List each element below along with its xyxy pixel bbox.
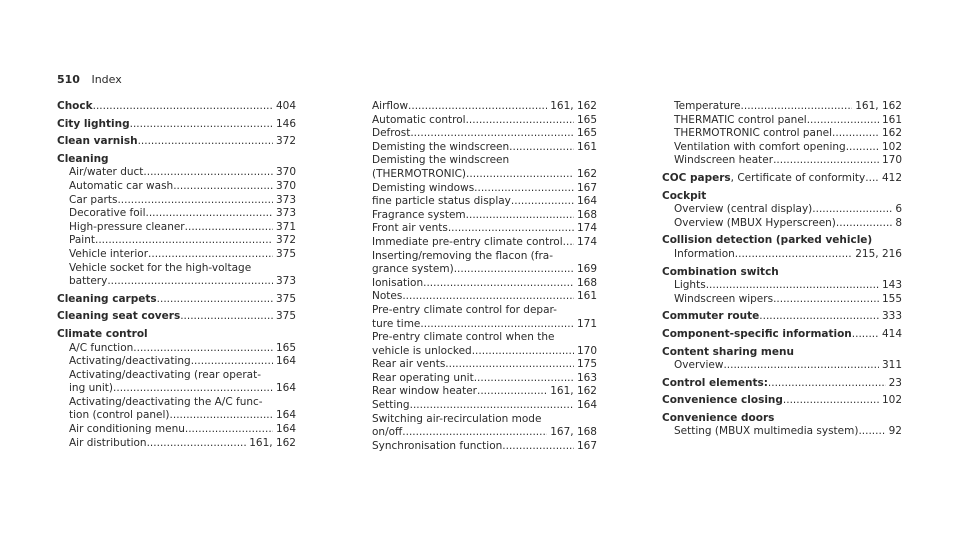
- page-ref[interactable]: 167: [576, 439, 597, 452]
- entry-row: [360, 318, 597, 332]
- entry-label: A/C function: [69, 341, 134, 354]
- page-ref[interactable]: 164: [576, 195, 597, 208]
- entry-heading: Cockpit: [662, 189, 707, 202]
- entry-row: [360, 345, 597, 359]
- entry-row: [57, 355, 296, 369]
- entry-row: [662, 377, 902, 391]
- index-entry: [57, 310, 296, 324]
- entry-label: Control elements:: [662, 376, 768, 389]
- page-ref[interactable]: 404: [275, 100, 296, 112]
- entry-label: tion (control panel): [69, 409, 170, 422]
- entry-row: [360, 195, 597, 209]
- entry-row: [360, 100, 597, 114]
- dot-leader: [147, 437, 247, 451]
- entry-label: Automatic car wash: [69, 179, 174, 192]
- entry-row: [360, 182, 597, 196]
- dot-leader: [773, 293, 879, 307]
- entry-label: Air distribution: [69, 436, 147, 449]
- entry-label: Commuter route: [662, 310, 760, 323]
- page-ref[interactable]: 375: [275, 310, 296, 323]
- entry-label: Airflow: [372, 100, 409, 112]
- entry-label: Overview (MBUX Hyperscreen): [674, 216, 836, 229]
- entry-row: [57, 234, 296, 248]
- entry-row: [360, 426, 597, 440]
- entry-label: Automatic control: [372, 113, 466, 126]
- entry-label: ture time: [372, 317, 421, 330]
- entry-label: Demisting the windscreen: [372, 140, 510, 153]
- entry-label: (THERMOTRONIC): [372, 167, 467, 180]
- dot-leader: [130, 118, 273, 132]
- entry-row: [360, 263, 597, 277]
- index-column-2: [360, 100, 597, 457]
- page-ref[interactable]: 169: [576, 263, 597, 276]
- entry-heading: Collision detection (parked vehicle): [662, 234, 873, 247]
- page-ref[interactable]: 375: [275, 292, 296, 305]
- entry-label: Defrost: [372, 127, 411, 140]
- entry-row: [360, 277, 597, 291]
- entry-row: [662, 328, 902, 342]
- entry-row: [662, 425, 902, 439]
- page-ref[interactable]: 215, 216: [855, 247, 902, 260]
- dot-leader: [466, 168, 574, 182]
- page-ref[interactable]: 373: [275, 207, 296, 220]
- entry-label: Notes: [372, 290, 403, 303]
- entry-label: High-pressure cleaner: [69, 220, 185, 233]
- page-ref[interactable]: 102: [881, 140, 902, 153]
- entry-row: [360, 372, 597, 386]
- page-ref[interactable]: 164: [576, 399, 597, 412]
- entry-label: on/off: [372, 426, 403, 439]
- page-ref[interactable]: 161, 162: [249, 436, 296, 449]
- page-ref[interactable]: 161, 162: [550, 385, 597, 398]
- dot-leader: [146, 207, 273, 221]
- dot-leader: [402, 290, 574, 304]
- entry-label: Overview (central display): [674, 203, 813, 216]
- entry-label: Information: [674, 247, 735, 260]
- entry-label: COC papers: [662, 171, 731, 184]
- entry-row: [360, 127, 597, 141]
- dot-leader: [773, 154, 879, 168]
- dot-leader: [466, 209, 574, 223]
- dot-leader: [858, 425, 885, 439]
- page-ref[interactable]: 161: [576, 290, 597, 303]
- entry-label: Chock: [57, 100, 93, 112]
- dot-leader: [852, 328, 879, 342]
- dot-leader: [563, 236, 574, 250]
- page-ref[interactable]: 414: [881, 327, 902, 340]
- page-ref[interactable]: 163: [576, 371, 597, 384]
- dot-leader: [807, 114, 879, 128]
- dot-leader: [185, 221, 273, 235]
- entry-row: [57, 118, 296, 132]
- entry-row: [360, 399, 597, 413]
- entry-label: THERMATIC control panel: [674, 113, 807, 126]
- page-ref[interactable]: 168: [576, 276, 597, 289]
- dot-leader: [741, 100, 853, 114]
- page-ref[interactable]: 146: [275, 117, 296, 130]
- entry-row: [57, 275, 296, 289]
- entry-label: battery: [69, 275, 108, 288]
- entry-row: [57, 310, 296, 324]
- dot-leader: [865, 172, 879, 186]
- dot-leader: [768, 377, 886, 391]
- entry-row: [662, 203, 902, 217]
- subentry-line: Activating/deactivating (rear operat-: [69, 368, 261, 381]
- dot-leader: [454, 263, 574, 277]
- entry-row: [57, 293, 296, 307]
- dot-leader: [502, 440, 574, 454]
- page-ref[interactable]: 373: [275, 193, 296, 206]
- dot-leader: [783, 394, 879, 408]
- index-entry: [662, 234, 902, 261]
- page-ref[interactable]: 23: [888, 376, 902, 389]
- index-entry: [662, 310, 902, 324]
- entry-label: fine particle status display: [372, 195, 511, 208]
- entry-label: Car parts: [69, 193, 118, 206]
- entry-label: Windscreen heater: [674, 154, 774, 167]
- page-ref[interactable]: 370: [275, 166, 296, 179]
- entry-label: Cleaning carpets: [57, 292, 157, 305]
- entry-row: [662, 127, 902, 141]
- dot-leader: [95, 234, 273, 248]
- dot-leader: [832, 127, 879, 141]
- entry-label: ing unit): [69, 382, 114, 395]
- entry-row: [662, 172, 902, 186]
- entry-label: Convenience closing: [662, 394, 783, 407]
- dot-leader: [148, 248, 273, 262]
- entry-row: [57, 194, 296, 208]
- subentry-line: Activating/deactivating the A/C func-: [69, 395, 263, 408]
- entry-row: [662, 154, 902, 168]
- entry-row: [360, 141, 597, 155]
- entry-label: Rear air vents: [372, 358, 446, 371]
- index-entry: [57, 153, 296, 289]
- index-entry: [662, 412, 902, 439]
- entry-label: Synchronisation function: [372, 439, 503, 452]
- dot-leader: [410, 399, 574, 413]
- dot-leader: [157, 293, 273, 307]
- index-entry: [662, 346, 902, 373]
- entry-label: Rear window heater: [372, 385, 477, 398]
- entry-label-suffix: , Certificate of conformity: [730, 171, 866, 184]
- page-ref[interactable]: 167, 168: [550, 426, 597, 439]
- entry-row: [662, 141, 902, 155]
- dot-leader: [402, 426, 547, 440]
- page-ref[interactable]: 8: [895, 216, 902, 229]
- dot-leader: [420, 318, 574, 332]
- dot-leader: [170, 409, 273, 423]
- dot-leader: [812, 203, 892, 217]
- entry-label: Ventilation with comfort opening: [674, 140, 846, 153]
- entry-row: [360, 209, 597, 223]
- entry-label: Front air vents: [372, 222, 448, 235]
- entry-label: Setting (MBUX multimedia system): [674, 425, 859, 438]
- dot-leader: [474, 372, 574, 386]
- dot-leader: [408, 100, 547, 114]
- page-ref[interactable]: 171: [576, 317, 597, 330]
- dot-leader: [759, 310, 879, 324]
- dot-leader: [511, 195, 574, 209]
- entry-label: grance system): [372, 263, 454, 276]
- entry-label: Cleaning seat covers: [57, 310, 181, 323]
- page-ref[interactable]: 168: [576, 208, 597, 221]
- entry-label: Activating/deactivating: [69, 355, 191, 368]
- entry-label: City lighting: [57, 117, 130, 130]
- entry-label: Windscreen wipers: [674, 292, 774, 305]
- page-ref[interactable]: 170: [881, 154, 902, 167]
- index-entry: [57, 293, 296, 307]
- entry-row: [57, 166, 296, 180]
- page-ref[interactable]: 6: [895, 203, 902, 216]
- entry-row: [662, 394, 902, 408]
- page-ref[interactable]: 371: [275, 220, 296, 233]
- page-ref[interactable]: 373: [275, 275, 296, 288]
- entry-row: [360, 222, 597, 236]
- entry-label: Decorative foil: [69, 207, 146, 220]
- index-entry: [662, 100, 902, 168]
- entry-label: Clean varnish: [57, 135, 138, 148]
- entry-row: [57, 100, 296, 114]
- dot-leader: [474, 182, 574, 196]
- page-ref[interactable]: 167: [576, 181, 597, 194]
- dot-leader: [117, 194, 273, 208]
- entry-row: [360, 440, 597, 454]
- page-ref[interactable]: 174: [576, 235, 597, 248]
- dot-leader: [836, 217, 892, 231]
- dot-leader: [107, 275, 273, 289]
- entry-row: [360, 358, 597, 372]
- page-ref[interactable]: 412: [881, 171, 902, 184]
- entry-row: [662, 248, 902, 262]
- subentry-line: Vehicle socket for the high-voltage: [69, 261, 252, 274]
- entry-label: Overview: [674, 359, 724, 372]
- dot-leader: [472, 345, 574, 359]
- entry-row: [662, 279, 902, 293]
- dot-leader: [445, 358, 574, 372]
- subentry-line: Demisting the windscreen: [372, 154, 510, 167]
- page-ref[interactable]: 372: [275, 234, 296, 247]
- entry-row: [360, 236, 597, 250]
- entry-row: [57, 382, 296, 396]
- entry-row: [57, 248, 296, 262]
- dot-leader: [466, 114, 574, 128]
- index-entry: [360, 100, 597, 453]
- dot-leader: [173, 180, 273, 194]
- entry-heading: Cleaning: [57, 152, 109, 165]
- dot-leader: [735, 248, 852, 262]
- page-ref[interactable]: 161, 162: [855, 100, 902, 112]
- page-number: 510: [57, 73, 80, 86]
- entry-row: [662, 310, 902, 324]
- dot-leader: [477, 385, 547, 399]
- dot-leader: [423, 277, 574, 291]
- entry-heading: Combination switch: [662, 265, 779, 278]
- entry-row: [57, 437, 296, 451]
- entry-label: Fragrance system: [372, 208, 466, 221]
- entry-label: Temperature: [674, 100, 741, 112]
- entry-heading: Climate control: [57, 327, 148, 340]
- entry-heading: Content sharing menu: [662, 345, 794, 358]
- dot-leader: [143, 166, 273, 180]
- entry-label: Demisting windows: [372, 181, 475, 194]
- entry-label: Air conditioning menu: [69, 423, 185, 436]
- index-entry: [662, 172, 902, 186]
- page-ref[interactable]: 170: [576, 344, 597, 357]
- index-column-1: [57, 100, 296, 454]
- dot-leader: [133, 342, 273, 356]
- page-ref[interactable]: 161: [576, 140, 597, 153]
- subentry-line: Pre-entry climate control for depar-: [372, 303, 557, 316]
- page-ref[interactable]: 165: [576, 113, 597, 126]
- dot-leader: [410, 127, 574, 141]
- entry-row: [57, 135, 296, 149]
- entry-row: [57, 342, 296, 356]
- dot-leader: [723, 359, 879, 373]
- entry-label: Paint: [69, 234, 95, 247]
- page-ref[interactable]: 375: [275, 247, 296, 260]
- entry-label: THERMOTRONIC control panel: [674, 127, 833, 140]
- index-entry: [662, 377, 902, 391]
- page-ref[interactable]: 161, 162: [550, 100, 597, 112]
- entry-row: [57, 207, 296, 221]
- page-ref[interactable]: 164: [275, 423, 296, 436]
- page-ref[interactable]: 174: [576, 222, 597, 235]
- page-ref[interactable]: 161: [881, 113, 902, 126]
- page-ref[interactable]: 333: [881, 310, 902, 323]
- page-ref[interactable]: 372: [275, 135, 296, 148]
- page-ref[interactable]: 155: [881, 292, 902, 305]
- page-ref[interactable]: 165: [576, 127, 597, 140]
- page-ref[interactable]: 164: [275, 355, 296, 368]
- index-entry: [57, 100, 296, 114]
- entry-row: [662, 217, 902, 231]
- dot-leader: [180, 310, 273, 324]
- dot-leader: [93, 100, 273, 114]
- entry-row: [57, 180, 296, 194]
- entry-label: Immediate pre-entry climate control: [372, 235, 563, 248]
- dot-leader: [706, 279, 879, 293]
- entry-label: Lights: [674, 279, 706, 292]
- index-entry: [662, 190, 902, 231]
- page-ref[interactable]: 311: [881, 359, 902, 372]
- page-ref[interactable]: 92: [888, 425, 902, 438]
- subentry-line: Pre-entry climate control when the: [372, 331, 555, 344]
- page-ref[interactable]: 370: [275, 179, 296, 192]
- dot-leader: [185, 423, 273, 437]
- entry-row: [662, 114, 902, 128]
- page-ref[interactable]: 162: [576, 167, 597, 180]
- entry-label: Vehicle interior: [69, 247, 149, 260]
- dot-leader: [448, 222, 574, 236]
- dot-leader: [846, 141, 879, 155]
- page-ref[interactable]: 165: [275, 341, 296, 354]
- entry-label: vehicle is unlocked: [372, 344, 472, 357]
- index-column-3: [662, 100, 902, 443]
- entry-label: Component-specific information: [662, 327, 852, 340]
- subentry-line: Switching air-recirculation mode: [372, 412, 542, 425]
- subentry-line: Inserting/removing the flacon (fra-: [372, 249, 554, 262]
- dot-leader: [113, 382, 273, 396]
- entry-heading: Convenience doors: [662, 411, 775, 424]
- dot-leader: [509, 141, 574, 155]
- entry-row: [662, 359, 902, 373]
- page-ref[interactable]: 143: [881, 279, 902, 292]
- index-entry: [57, 135, 296, 149]
- page-header: [57, 73, 122, 87]
- entry-row: [57, 409, 296, 423]
- entry-row: [57, 221, 296, 235]
- entry-label: Setting: [372, 399, 410, 412]
- index-entry: [57, 118, 296, 132]
- index-entry: [662, 394, 902, 408]
- entry-row: [662, 293, 902, 307]
- entry-label: Ionisation: [372, 276, 424, 289]
- page-ref[interactable]: 175: [576, 358, 597, 371]
- entry-label: Rear operating unit: [372, 371, 474, 384]
- page-ref[interactable]: 102: [881, 394, 902, 407]
- entry-row: [360, 114, 597, 128]
- entry-row: [360, 290, 597, 304]
- page-ref[interactable]: 164: [275, 382, 296, 395]
- index-entry: [662, 266, 902, 307]
- entry-label: Air/water duct: [69, 166, 144, 179]
- entry-row: [662, 100, 902, 114]
- index-entry: [57, 328, 296, 450]
- page-ref[interactable]: 164: [275, 409, 296, 422]
- entry-row: [57, 423, 296, 437]
- entry-row: [360, 168, 597, 182]
- page-ref[interactable]: 162: [881, 127, 902, 140]
- entry-row: [360, 385, 597, 399]
- section-title: Index: [91, 73, 122, 86]
- dot-leader: [191, 355, 273, 369]
- dot-leader: [138, 135, 273, 149]
- index-entry: [662, 328, 902, 342]
